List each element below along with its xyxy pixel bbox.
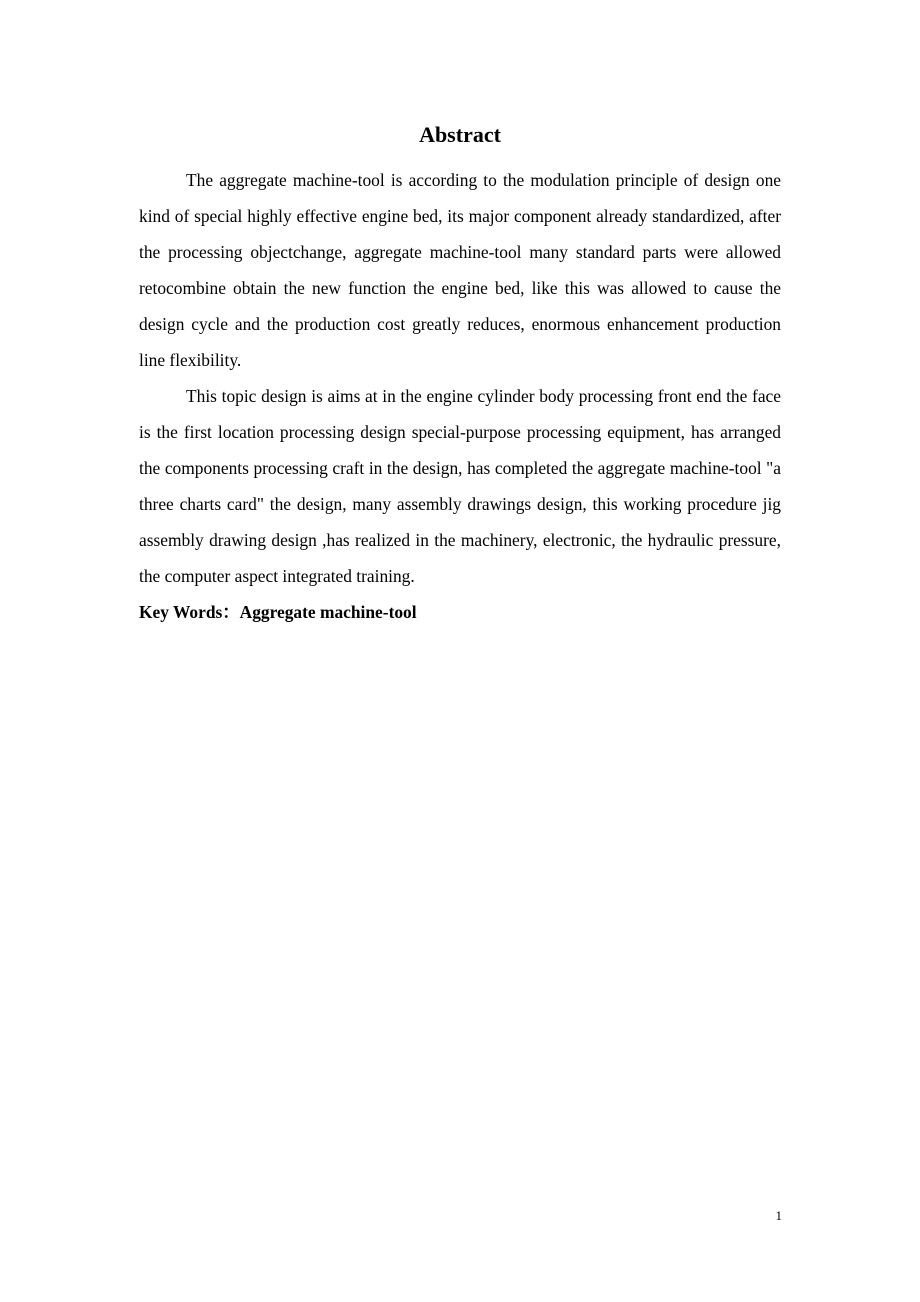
abstract-paragraph-1: The aggregate machine-tool is according to the modulation principle of design one kind of special highly effective engine bed, its major component already standardized, after the processing objectchange, aggregate machine-tool many standard parts were allowed retocombine obtain the new function the engine bed, like this was allowed to cause the design cycle and the production cost greatly reduces, enormous enhancement production line flexibility.: [139, 170, 781, 370]
abstract-paragraph-2: This topic design is aims at in the engine cylinder body processing front end the face is the first location processing design special-purpose processing equipment, has arranged the components processing craft in the design, has completed the aggregate machine-tool "a three charts card" the design, many assembly drawings design, this working procedure jig assembly drawing design ,has realized in the machinery, electronic, the hydraulic pressure, the computer aspect integrated training.: [139, 386, 781, 586]
page-title: Abstract: [419, 122, 501, 147]
keywords-label: Key Words：: [139, 602, 240, 622]
keywords-line: [139, 594, 781, 630]
abstract-body: [139, 162, 781, 630]
keywords-value: Aggregate machine-tool: [239, 602, 417, 622]
page-number: 1: [775, 1208, 782, 1223]
